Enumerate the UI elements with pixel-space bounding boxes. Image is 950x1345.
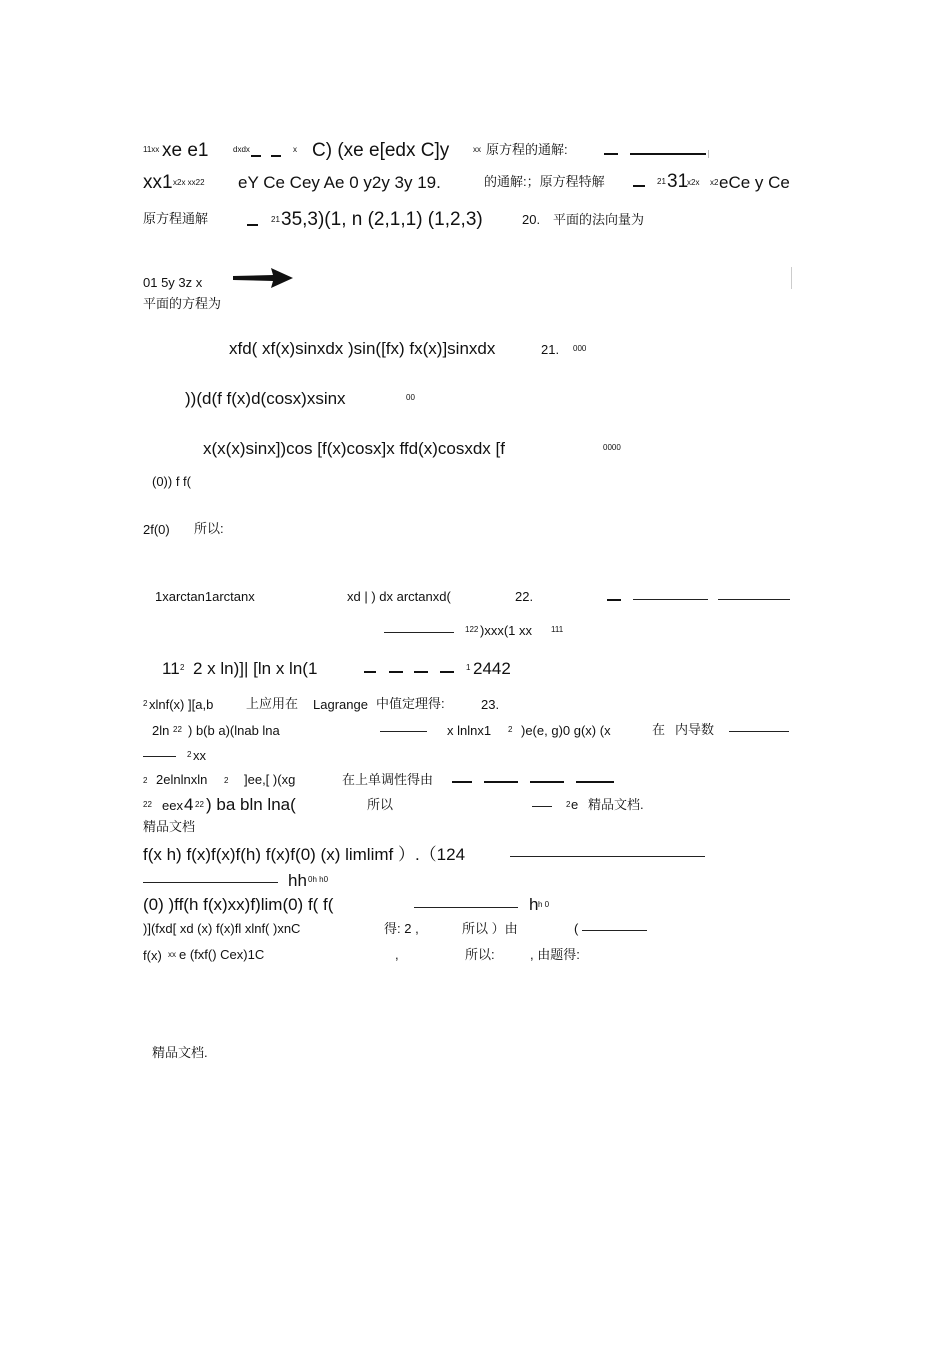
l13-expr-2: 2 x ln)]| [ln x ln(1	[193, 659, 318, 678]
l2-text: 的通解:；原方程特解	[484, 174, 605, 189]
l22-var: h	[529, 895, 539, 914]
l3-text-2: 平面的法向量为	[553, 212, 645, 227]
l6-expr: xfd( xf(x)sinxdx )sin([fx) fx(x)]sinxdx	[229, 339, 496, 358]
l2-sub-3: x2	[710, 178, 719, 187]
l2-sub-2: x2x	[687, 178, 700, 187]
l9-expr: (0)) f f(	[152, 474, 191, 489]
l1-sup-3: x	[293, 145, 297, 154]
l3-sup: 21	[271, 215, 280, 224]
l1-expr-2: C) (xe e[edx C]y	[312, 140, 450, 161]
l15-sup: 22	[173, 725, 182, 734]
l17-expr: 2elnlnxln	[156, 772, 208, 787]
l1-expr: xe e1	[162, 140, 209, 161]
fraction-bar	[484, 781, 518, 783]
l7-expr: ))(d(f f(x)d(cosx)xsinx	[185, 389, 346, 408]
fraction-bar	[251, 155, 261, 157]
l11-expr-2: xd | ) dx arctanxd(	[347, 589, 451, 604]
l22-expr: (0) )ff(h f(x)xx)f)lim(0) f( f(	[143, 895, 334, 914]
l18-sup-3: 2	[566, 800, 571, 809]
l15-text-2: 内导数	[675, 722, 715, 737]
fraction-bar	[633, 599, 708, 600]
fraction-bar	[440, 671, 454, 673]
fraction-bar	[364, 671, 376, 673]
l1-sup-4: xx	[473, 145, 481, 154]
fraction-bar	[380, 731, 427, 732]
l15-text: 在	[652, 722, 666, 737]
l16-expr: xx	[193, 748, 206, 763]
l14-num: 23.	[481, 697, 500, 712]
l18-expr-2: ) ba bln lna(	[206, 795, 296, 814]
l18-num: 4	[184, 795, 194, 814]
l23-text: 得: 2 ,	[384, 921, 419, 936]
l13-sup-2: 1	[466, 663, 471, 672]
l18-expr-3: e	[571, 797, 579, 812]
l8-sup: 0000	[603, 443, 621, 452]
l5-text: 平面的方程为	[143, 296, 222, 311]
l17-sup-2: 2	[224, 776, 229, 785]
l15-sup-2: 2	[508, 725, 513, 734]
l7-sup: 00	[406, 393, 415, 402]
l16-sup: 2	[187, 750, 192, 759]
margin-line	[791, 267, 792, 289]
fraction-bar	[530, 781, 564, 783]
l14-expr: xlnf(x) ][a,b	[149, 697, 214, 712]
l1-sup-2: dxdx	[233, 145, 250, 154]
fraction-bar	[384, 632, 454, 633]
watermark-text: 精品文档.	[588, 797, 644, 812]
l10-expr: 2f(0)	[143, 522, 170, 537]
l15-expr-3: x lnlnx1	[447, 723, 492, 738]
l2-expr-2: eY Ce Cey Ae 0 y2y 3y 19.	[238, 173, 441, 192]
fraction-bar	[414, 907, 518, 908]
l8-expr: x(x(x)sinx])cos [f(x)cosx]x ffd(x)cosxdx [f	[203, 439, 505, 458]
l14-text: 上应用在	[246, 696, 299, 711]
l21-sub: 0h h0	[308, 875, 329, 884]
l21-expr: hh	[288, 871, 307, 890]
fraction-bar	[143, 882, 278, 883]
l3-expr: 35,3)(1, n (2,1,1) (1,2,3)	[281, 209, 483, 230]
l23-paren: (	[574, 921, 579, 936]
l24-comma: ,	[395, 947, 399, 962]
l15-expr-4: )e(e, g)0 g(x) (x	[521, 723, 611, 738]
fraction-bar	[414, 671, 428, 673]
fraction-bar	[576, 781, 614, 783]
l13-sup: 2	[180, 663, 185, 672]
fraction-bar	[510, 856, 705, 857]
l13-expr: 11	[162, 659, 180, 678]
vector-arrow-icon	[233, 266, 295, 290]
l6-sup: 000	[573, 344, 587, 353]
l12-expr: )xxx(1 xx	[480, 623, 532, 638]
l12-sup: 122	[465, 625, 479, 634]
l1-sup: 11xx	[143, 145, 160, 154]
fraction-bar	[452, 781, 472, 783]
l4-expr: 01 5y 3z x	[143, 275, 203, 290]
fraction-bar	[633, 185, 645, 187]
fraction-bar	[729, 731, 789, 732]
fraction-bar	[582, 930, 647, 931]
l11-expr: 1xarctan1arctanx	[155, 589, 255, 604]
fraction-bar	[607, 599, 621, 601]
l2-expr-3: 31	[667, 171, 689, 192]
l14-sup: 2	[143, 699, 148, 708]
l17-text: 在上单调性得由	[342, 772, 434, 787]
l17-expr-2: ]ee,[ )(xg	[244, 772, 296, 787]
l24-sup: xx	[168, 950, 176, 959]
fraction-bar	[389, 671, 403, 673]
bar-tick	[708, 150, 709, 158]
l2-sup: 21	[657, 177, 666, 186]
l15-expr-2: ) b(b a)(lnab lna	[188, 723, 280, 738]
l20-expr: f(x h) f(x)f(x)f(h) f(x)f(0) (x) limlimf ）.（124	[143, 845, 466, 864]
l2-expr: xx1	[143, 172, 173, 193]
footer-watermark: 精品文档.	[152, 1045, 208, 1060]
l15-expr: 2ln	[152, 723, 170, 738]
l14-text-2: 中值定理得:	[376, 696, 445, 711]
l11-num: 22.	[515, 589, 534, 604]
l18-expr: eex	[162, 798, 183, 813]
fraction-bar	[532, 806, 552, 807]
l18-sup-2: 22	[195, 800, 204, 809]
l3-num: 20.	[522, 212, 541, 227]
l1-text: 原方程的通解:	[486, 142, 568, 157]
l14-name: Lagrange	[313, 697, 368, 712]
l3-text: 原方程通解	[143, 211, 209, 226]
fraction-bar	[247, 224, 258, 226]
watermark-text: 精品文档	[143, 819, 196, 834]
l24-text: 所以:	[465, 947, 495, 962]
l13-num: 2442	[473, 659, 511, 678]
fraction-bar	[271, 155, 281, 157]
l24-expr-2: e (fxf() Cex)1C	[179, 947, 265, 962]
l23-expr: )](fxd[ xd (x) f(x)fl xlnf( )xnC	[143, 921, 301, 936]
l6-num: 21.	[541, 342, 560, 357]
l10-text: 所以:	[194, 521, 224, 536]
l12-sup-2: 111	[551, 625, 564, 634]
fraction-bar	[718, 599, 790, 600]
l2-expr-4: eCe y Ce	[719, 173, 790, 192]
l18-sup: 22	[143, 800, 152, 809]
fraction-bar	[630, 153, 706, 155]
l18-text: 所以	[367, 797, 394, 812]
l23-text-2: 所以 ）由	[462, 921, 518, 936]
l24-expr: f(x)	[143, 948, 162, 963]
l2-sub: x2x xx22	[173, 178, 205, 187]
l17-sup: 2	[143, 776, 148, 785]
l24-text-2: , 由题得:	[530, 947, 580, 962]
fraction-bar	[143, 756, 176, 757]
fraction-bar	[604, 153, 618, 155]
l22-sub: h 0	[538, 900, 550, 909]
